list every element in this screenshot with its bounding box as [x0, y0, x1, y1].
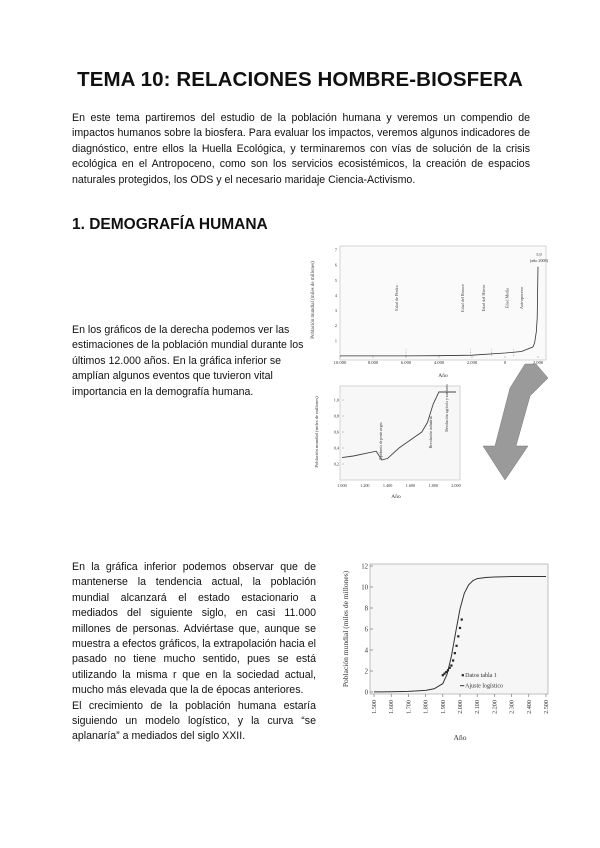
lower-anno-plague: Epidemia de peste negra: [378, 422, 383, 460]
upper-anno-medieval: Edad Media: [504, 287, 510, 309]
lower-anno-agricultural: Revolución agrícola y sanitaria: [445, 384, 450, 432]
population-history-chart: [300, 236, 562, 502]
logistic-x-tick-label: 1.600: [388, 700, 396, 714]
upper-x-tick-label: 8.000: [367, 360, 379, 365]
lower-y-tick-label: 0,8: [333, 413, 339, 419]
upper-y-tick-label: 5: [334, 277, 337, 283]
logistic-figure: [336, 554, 554, 750]
lower-y-label: Población mundial (miles de millones): [314, 396, 319, 468]
upper-y-tick-label: 6: [334, 262, 337, 268]
logistic-x-tick-label: 2.000: [457, 700, 464, 714]
lower-y-tick-label: 1,0: [333, 397, 339, 403]
logistic-y-tick-label: 8: [364, 605, 368, 613]
logistic-x-tick-label: 2.500: [543, 700, 550, 714]
page-title: TEMA 10: RELACIONES HOMBRE-BIOSFERA: [77, 68, 523, 91]
data-point: [447, 669, 449, 671]
logistic-y-tick-label: 2: [364, 668, 368, 676]
upper-x-tick-label: 6.000: [400, 360, 412, 365]
upper-anno-anthropocene: Antropoceno: [519, 287, 525, 309]
upper-y-tick-label: 1: [334, 338, 337, 344]
upper-y-label: Población mundial (miles de millones): [311, 261, 316, 339]
logistic-y-tick-label: 4: [364, 647, 368, 655]
logistic-y-tick-label: 12: [361, 563, 368, 571]
upper-anno-iron: Edad del Hierro: [481, 284, 487, 312]
paragraph-logistic-text: En la gráfica inferior podemos observar que de mantenerse la tendencia actual, la población mundial alcanzará el estado estacionario a mediados del siguiente siglo, en casi 11.000 millones de personas. Adviértase que, aunque se muestra a efectos gráficos, la extrapolación hacia el pasado no tiene mucho sentido, pues se está utilizando la misma r que en la sociedad actual, mucho más elevada que la de épocas anteriores.: [72, 561, 316, 697]
logistic-x-tick-label: 1.500: [371, 700, 378, 714]
paragraph-logistic-conclusion: El crecimiento de la población humana estaría siguiendo un modelo logístico, y la curva “se aplanaría” a mediados del siglo XXII.: [72, 699, 316, 743]
zoom-arrow-icon: [483, 364, 548, 480]
data-point: [452, 659, 454, 661]
upper-x-tick-label: 10.000: [333, 360, 347, 365]
paragraph-logistic: [72, 560, 316, 745]
population-history-figure: [300, 236, 562, 502]
intro-paragraph: En este tema partiremos del estudio de la población humana y veremos un compendio de impactos humanos sobre la biosfera. Para evaluar los impactos, veremos algunos indicadores de diagnóstico, entre ellos la Huella Ecológica, y terminaremos con vías de solución de la crisis ecológica en el Antropoceno, como son los servicios ecosistémicos, la creación de espacios naturales protegidos, los ODS y el necesario maridaje Ciencia-Activismo.: [72, 112, 530, 186]
logistic-x-tick-label: 1.900: [439, 700, 447, 714]
upper-x-tick-label: 2.000: [532, 360, 544, 365]
upper-y-tick-label: 4: [334, 292, 337, 298]
logistic-x-tick-label: 2.300: [508, 700, 516, 714]
lower-y-tick-label: 0,2: [333, 461, 339, 467]
upper-plot-area: [340, 246, 546, 360]
section-heading: 1. DEMOGRAFÍA HUMANA: [72, 216, 268, 233]
upper-y-tick-label: 7: [334, 247, 337, 253]
legend-label-fit: Ajuste logístico: [465, 683, 504, 690]
upper-anno-year: (año 2000): [529, 258, 549, 263]
data-point: [454, 652, 456, 654]
upper-x-tick-label: 0: [503, 360, 507, 365]
logistic-chart: [336, 554, 554, 750]
logistic-y-tick-label: 0: [364, 689, 368, 697]
legend-marker-data: [462, 674, 464, 676]
upper-anno-bronze: Edad del Bronce: [459, 284, 465, 312]
data-point: [457, 635, 459, 637]
logistic-x-tick-label: 1.800: [422, 700, 430, 714]
logistic-y-label: Población mundial (miles de millones): [341, 570, 350, 688]
data-point: [459, 627, 461, 629]
logistic-x-tick-label: 2.200: [491, 700, 499, 714]
data-point: [449, 667, 451, 669]
lower-x-tick-label: 1.000: [337, 483, 347, 488]
lower-x-tick-label: 2.000: [451, 483, 461, 488]
lower-x-tick-label: 1.400: [382, 483, 393, 488]
upper-anno-value: 5,9: [536, 252, 542, 257]
logistic-y-tick-label: 6: [364, 626, 368, 634]
lower-anno-industrial: Revolución industrial: [429, 415, 434, 449]
data-point: [461, 618, 463, 620]
data-point: [455, 645, 457, 647]
lower-y-tick-label: 0,6: [333, 429, 339, 435]
upper-y-tick-label: 3: [334, 308, 337, 314]
upper-x-label: Año: [438, 373, 448, 379]
logistic-y-tick-label: 10: [361, 584, 368, 592]
lower-y-tick-label: 0,4: [333, 445, 339, 451]
lower-x-label: Año: [391, 494, 401, 500]
legend-label-data: Datos tabla 1: [465, 673, 497, 680]
logistic-x-label: Año: [453, 733, 467, 742]
logistic-x-tick-label: 2.100: [474, 700, 482, 714]
lower-x-tick-label: 1.200: [360, 483, 370, 488]
lower-plot-area: [340, 386, 460, 480]
data-point: [450, 664, 452, 666]
lower-x-tick-label: 1.800: [428, 483, 438, 488]
upper-x-tick-label: 2.000: [466, 360, 478, 365]
upper-y-tick-label: 2: [334, 323, 337, 329]
upper-anno-stone: Edad de Piedra: [393, 285, 399, 311]
paragraph-graph-description: En los gráficos de la derecha podemos ver las estimaciones de la población mundial durante los últimos 12.000 años. En la gráfica inferior se amplían algunos eventos que tuvieron vital importancia en la demografía humana.: [72, 324, 304, 398]
logistic-x-tick-label: 2.400: [525, 700, 533, 714]
logistic-x-tick-label: 1.700: [405, 700, 413, 714]
lower-x-tick-label: 1.600: [405, 483, 416, 488]
upper-x-tick-label: 4.000: [433, 360, 445, 365]
